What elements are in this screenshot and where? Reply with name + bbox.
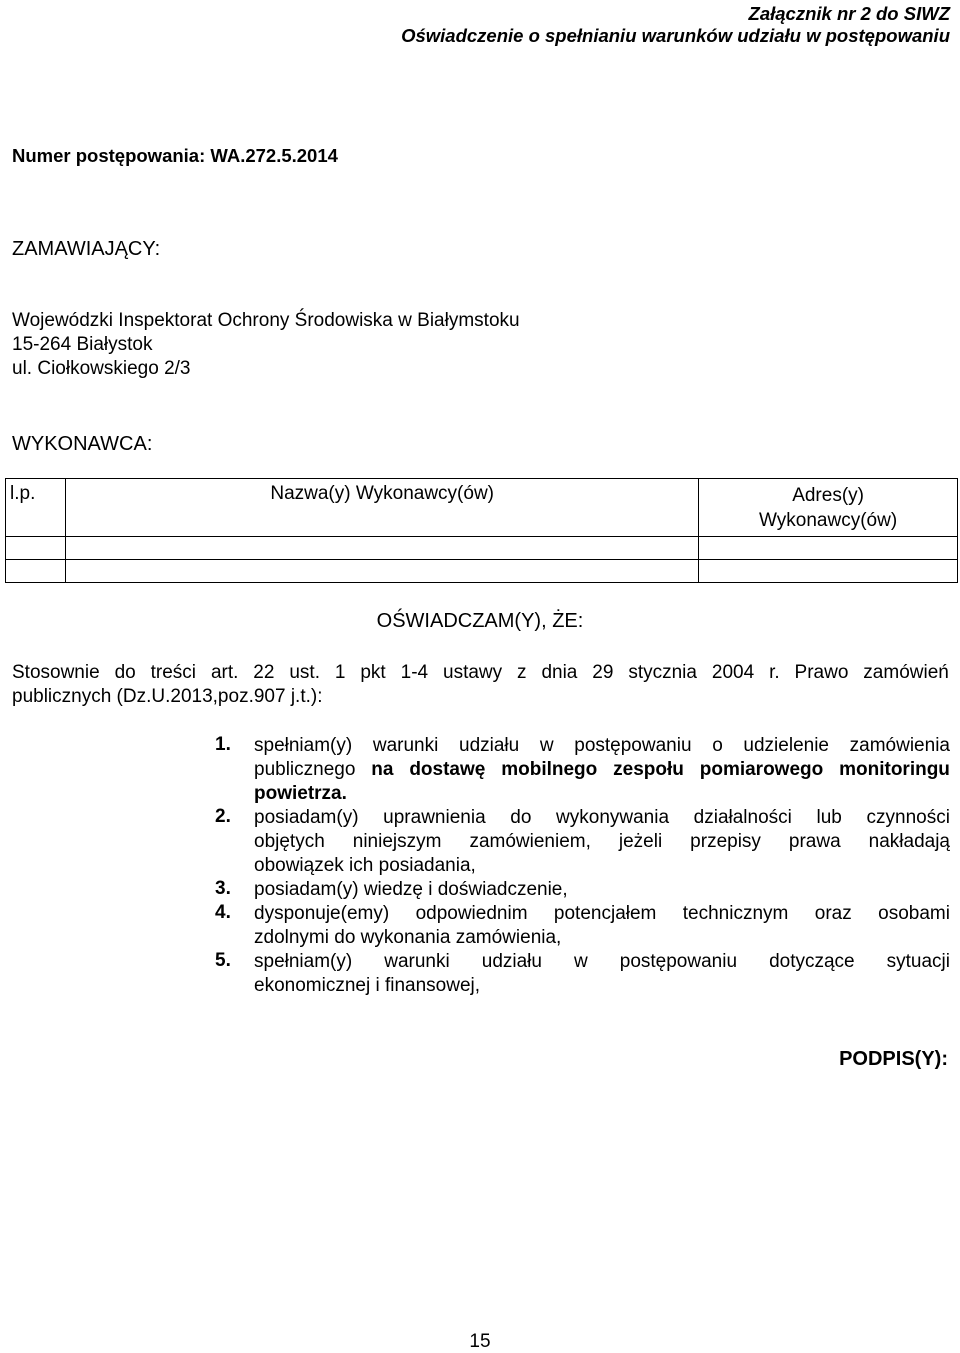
word: lub (816, 807, 842, 828)
attachment-subtitle: Oświadczenie o spełnianiu warunków udziału w postępowaniu (401, 25, 950, 46)
contractor-label: WYKONAWCA: (12, 433, 153, 455)
list-item-line (254, 902, 950, 926)
list-item (254, 902, 950, 950)
word: na (371, 759, 394, 780)
statement-title: OŚWIADCZAM(Y), ŻE: (376, 610, 584, 632)
word: udziału (481, 951, 542, 972)
word: 1 (334, 662, 346, 683)
word: r. (769, 662, 780, 683)
word: art. (210, 662, 239, 683)
word: czynności (866, 807, 950, 828)
list-item-line (254, 734, 950, 758)
word: ust. (289, 662, 320, 683)
list-item-line: zdolnymi do wykonania zamówienia, (254, 927, 562, 948)
list-item-line: powietrza. (254, 783, 347, 804)
list-item-number: 3. (215, 878, 231, 899)
word: zamówienia (849, 735, 950, 756)
list-item-line (254, 950, 950, 974)
word: prawa (788, 831, 841, 852)
word: potencjałem (553, 903, 657, 924)
list-item (254, 878, 950, 902)
signature-label: PODPIS(Y): (839, 1048, 948, 1070)
word: osobami (878, 903, 950, 924)
list-item-number: 2. (215, 806, 231, 827)
case-number: Numer postępowania: WA.272.5.2014 (12, 145, 338, 166)
page-number: 15 (469, 1331, 491, 1352)
word: udzielenie (743, 735, 829, 756)
word: dostawę (409, 759, 486, 780)
table-cell-address[interactable] (699, 560, 958, 583)
word: pomiarowego (699, 759, 824, 780)
list-item-line (254, 806, 950, 830)
word: publicznego (254, 759, 356, 780)
list-item-line: obowiązek ich posiadania, (254, 855, 476, 876)
list-item-number: 5. (215, 950, 231, 971)
word: do (510, 807, 532, 828)
word: oraz (814, 903, 852, 924)
word: technicznym (682, 903, 789, 924)
table-cell-name[interactable] (66, 537, 699, 560)
word: dotyczące (769, 951, 855, 972)
column-header-lp: l.p. (6, 479, 66, 537)
word: niniejszym (352, 831, 442, 852)
table-row (6, 537, 958, 560)
word: stycznia (628, 662, 697, 683)
word: Stosownie (12, 662, 100, 683)
word: działalności (693, 807, 792, 828)
contracting-authority-name: Wojewódzki Inspektorat Ochrony Środowiska w Białymstoku (12, 310, 520, 331)
word: warunki (384, 951, 450, 972)
word: udziału (459, 735, 520, 756)
word: sytuacji (886, 951, 950, 972)
word: treści (150, 662, 197, 683)
word: w (574, 951, 588, 972)
list-item-number: 1. (215, 734, 231, 755)
table-row (6, 560, 958, 583)
word: przepisy (690, 831, 761, 852)
word: posiadam(y) (254, 807, 359, 828)
word: warunki (372, 735, 439, 756)
contracting-authority-city: 15-264 Białystok (12, 334, 153, 355)
word: o (712, 735, 723, 756)
list-item-line: posiadam(y) wiedzę i doświadczenie, (254, 879, 568, 900)
statement-intro-line1 (12, 662, 949, 684)
column-header-address (699, 479, 958, 537)
table-cell-address[interactable] (699, 537, 958, 560)
column-header-address-line1: Adres(y) (792, 485, 864, 506)
contracting-authority-label: ZAMAWIAJĄCY: (12, 238, 161, 260)
word: pkt (360, 662, 386, 683)
column-header-address-line2: Wykonawcy(ów) (759, 510, 898, 531)
list-item (254, 806, 950, 878)
word: 1-4 (400, 662, 429, 683)
table-cell-lp[interactable] (6, 537, 66, 560)
word: zamówień (863, 662, 949, 683)
word: uprawnienia (383, 807, 486, 828)
contractors-table (5, 478, 958, 583)
word: zespołu (613, 759, 684, 780)
word: spełniam(y) (254, 951, 353, 972)
word: wykonywania (556, 807, 670, 828)
word: dysponuje(emy) (254, 903, 390, 924)
statement-intro-line2: publicznych (Dz.U.2013,poz.907 j.t.): (12, 686, 323, 707)
word: w (539, 735, 554, 756)
word: do (114, 662, 136, 683)
word: 22 (253, 662, 275, 683)
list-item-line (254, 758, 950, 782)
word: monitoringu (839, 759, 950, 780)
word: odpowiednim (415, 903, 528, 924)
word: postępowaniu (619, 951, 738, 972)
list-item (254, 950, 950, 998)
word: ustawy (443, 662, 503, 683)
word: dnia (541, 662, 578, 683)
word: z (517, 662, 527, 683)
word: spełniam(y) (254, 735, 353, 756)
contracting-authority-street: ul. Ciołkowskiego 2/3 (12, 358, 191, 379)
word: 2004 (711, 662, 755, 683)
column-header-name: Nazwa(y) Wykonawcy(ów) (66, 479, 699, 537)
table-cell-name[interactable] (66, 560, 699, 583)
word: mobilnego (501, 759, 598, 780)
word: nakładają (868, 831, 950, 852)
word: Prawo (794, 662, 849, 683)
word: postępowaniu (574, 735, 692, 756)
word: objętych (254, 831, 325, 852)
list-item-line (254, 830, 950, 854)
attachment-title: Załącznik nr 2 do SIWZ (748, 3, 950, 24)
word: 29 (592, 662, 614, 683)
word: zamówieniem, (469, 831, 591, 852)
list-item (254, 734, 950, 806)
list-item-number: 4. (215, 902, 231, 923)
table-header-row (6, 479, 958, 537)
list-item-line: ekonomicznej i finansowej, (254, 975, 481, 996)
table-cell-lp[interactable] (6, 560, 66, 583)
word: jeżeli (618, 831, 663, 852)
